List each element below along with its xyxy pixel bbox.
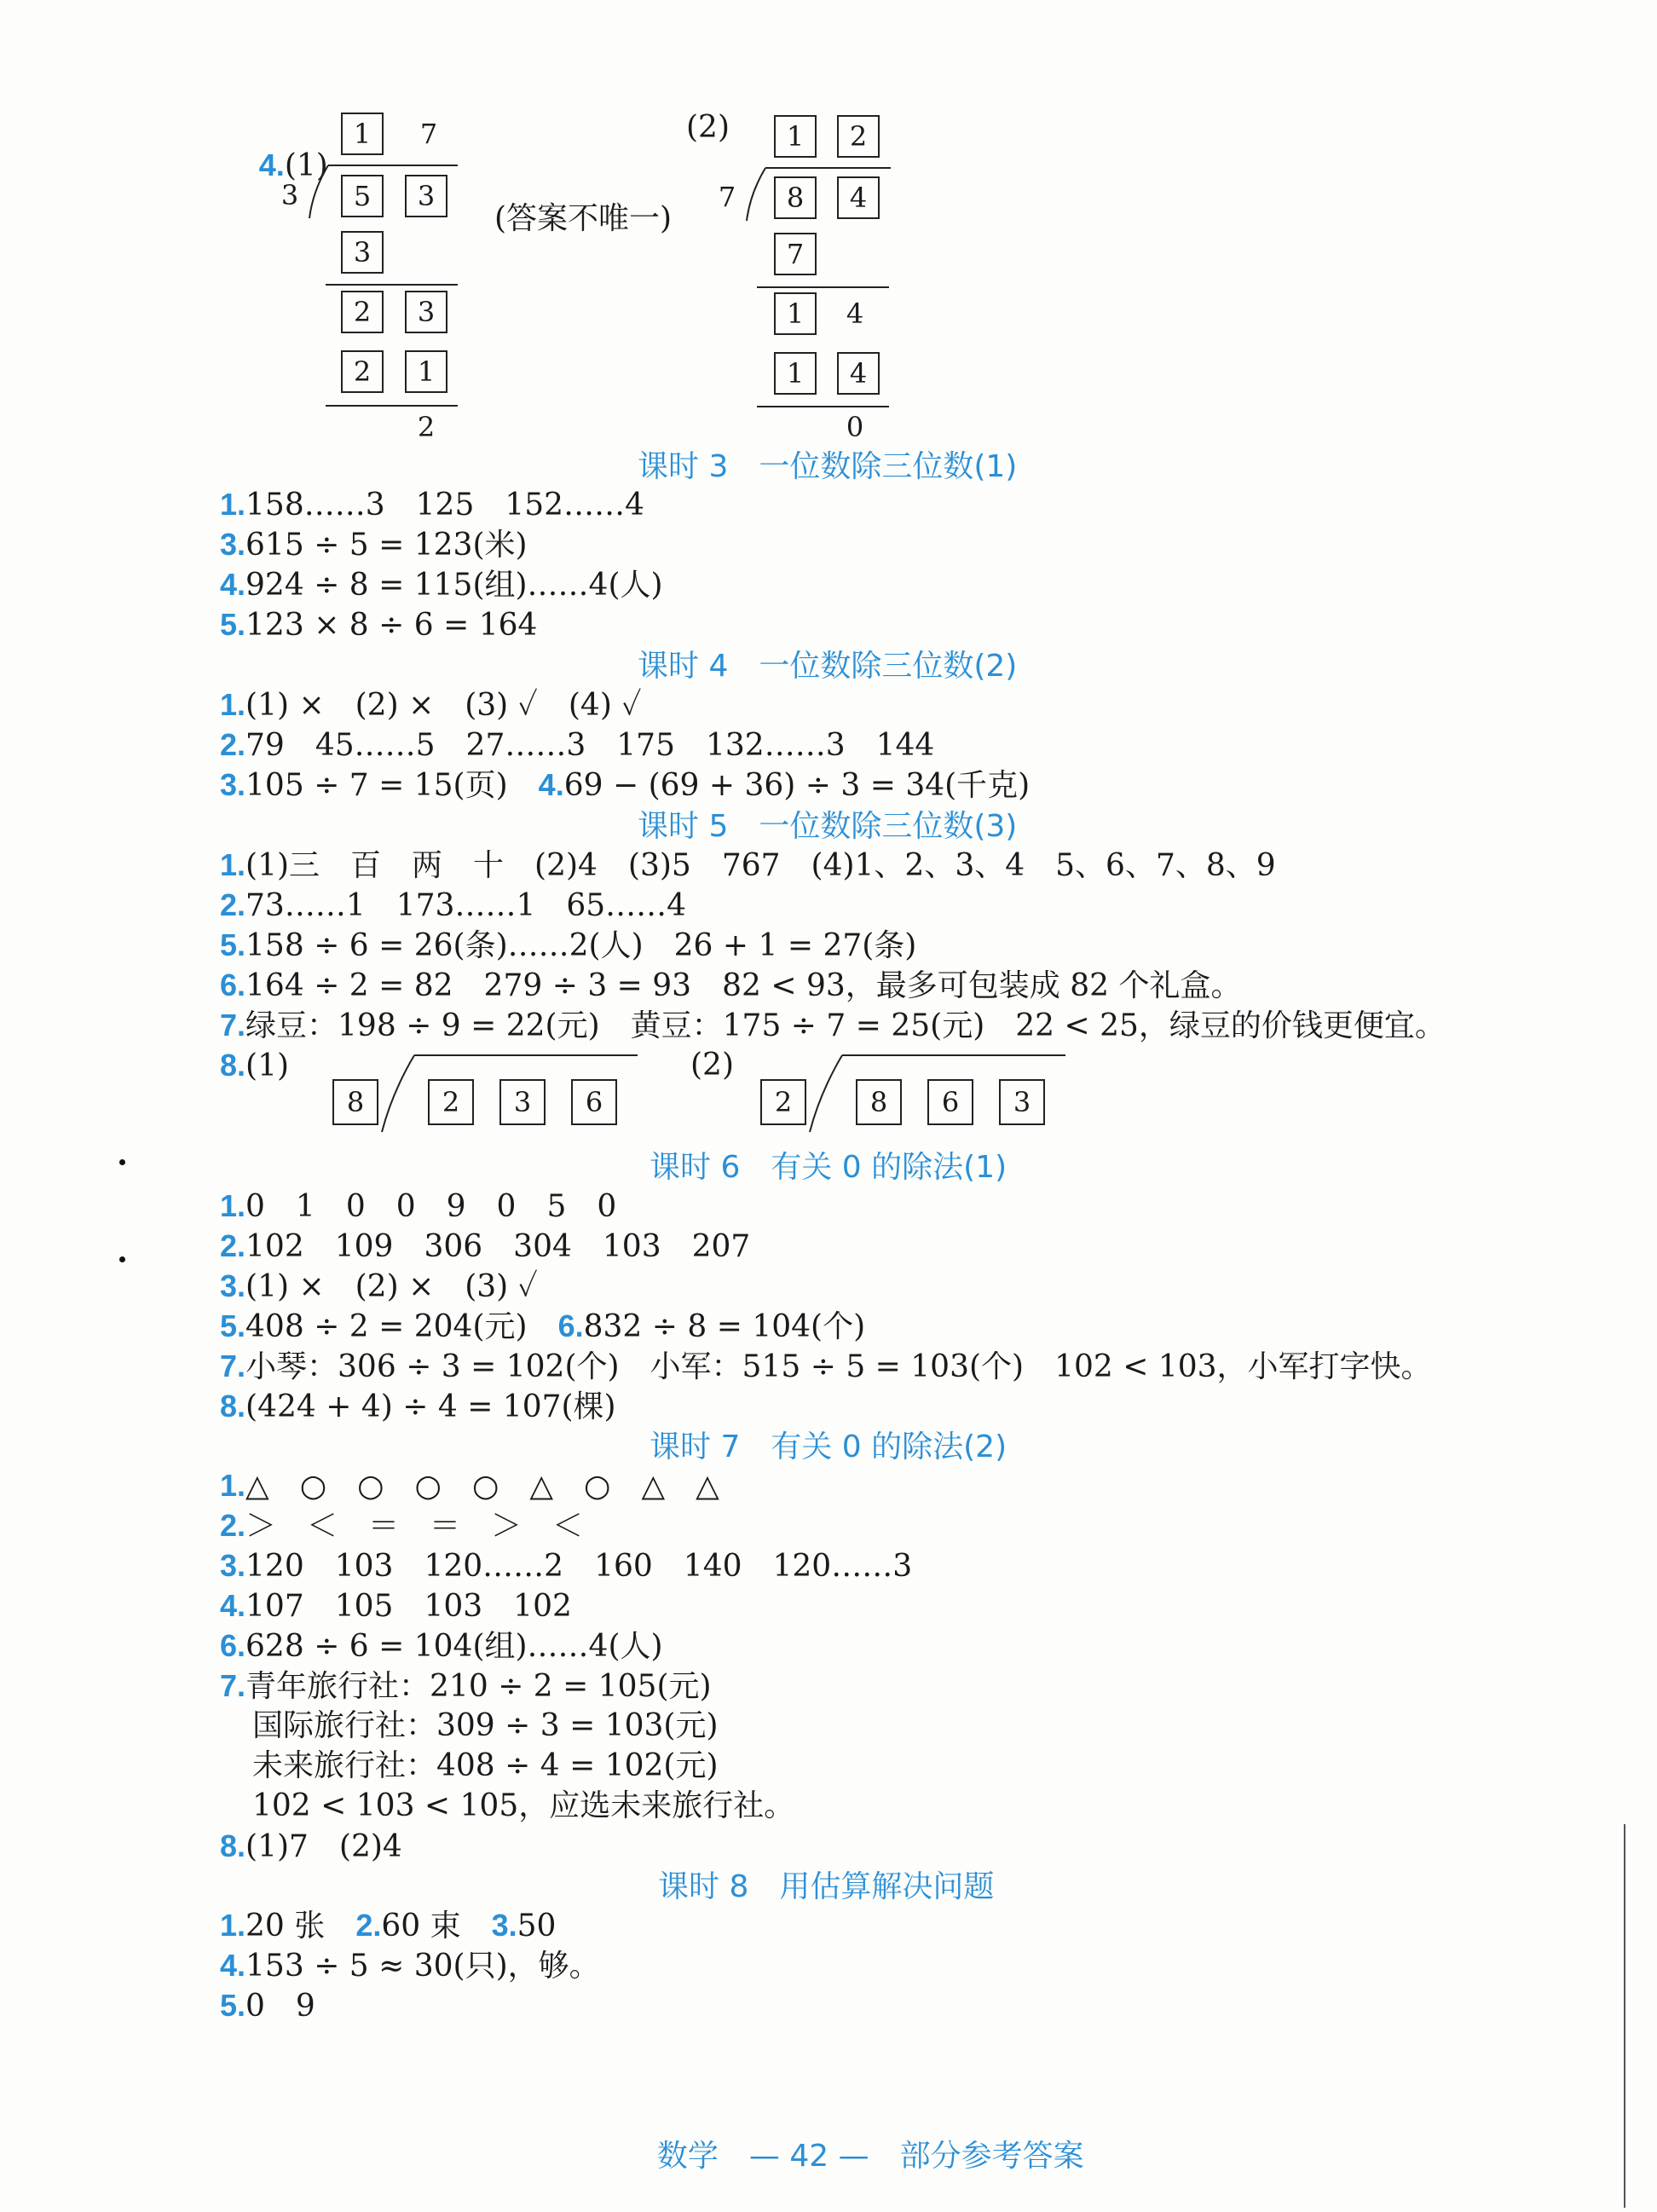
divisor-box: 2	[760, 1079, 806, 1125]
answer-line: 6.164 ÷ 2 = 82 279 ÷ 3 = 93 82 < 93，最多可包装成 82 个礼盒。	[220, 967, 1242, 1003]
section-heading: 课时 8 用估算解决问题	[658, 1869, 995, 1904]
dividend-digit-box: 8	[856, 1079, 902, 1125]
quotient-digit-box: 2	[837, 115, 880, 158]
dividend-digit-box: 3	[405, 175, 447, 217]
footer-label: 部分参考答案	[899, 2139, 1084, 2174]
dividend-digit-box: 6	[927, 1079, 973, 1125]
footer-subject: 数学	[656, 2139, 719, 2174]
answer-continuation: 未来旅行社：408 ÷ 4 = 102(元)	[252, 1748, 719, 1783]
answer-continuation: 国际旅行社：309 ÷ 3 = 103(元)	[252, 1708, 719, 1743]
answer-line: 3.105 ÷ 7 = 15(页) 4.69 − (69 + 36) ÷ 3 = 34(千克)	[220, 767, 1031, 803]
answer-line: 5.158 ÷ 6 = 26(条)……2(人) 26 + 1 = 27(条)	[220, 927, 917, 963]
answer-line: 5.0 9	[220, 1988, 315, 2024]
answer-line: 7.绿豆：198 ÷ 9 = 22(元) 黄豆：175 ÷ 7 = 25(元) 22 < 25，绿豆的价钱更便宜。	[220, 1008, 1446, 1043]
dividend-digit-box: 3	[499, 1079, 546, 1125]
section-heading: 课时 3 一位数除三位数(1)	[638, 449, 1018, 484]
page-footer	[638, 2097, 1084, 2175]
answer-line: 8.(424 + 4) ÷ 4 = 107(棵)	[220, 1389, 616, 1424]
answer-line: 3.120 103 120……2 160 140 120……3	[220, 1548, 913, 1584]
divider-line	[326, 284, 458, 286]
answer-continuation: 102 < 103 < 105，应选未来旅行社。	[252, 1788, 795, 1823]
quotient-digit-box: 1	[341, 113, 384, 155]
remainder-digit: 4	[846, 297, 864, 330]
question-number: 4.	[258, 147, 285, 182]
answer-line: 4.153 ÷ 5 ≈ 30(只)，够。	[220, 1948, 600, 1984]
product-digit-box: 4	[837, 352, 880, 395]
product-digit-box: 1	[405, 350, 447, 393]
answer-line: 3.615 ÷ 5 = 123(米)	[220, 527, 528, 563]
remainder-digit-box: 2	[341, 291, 384, 333]
remainder: 2	[417, 411, 436, 443]
section-heading: 课时 6 有关 0 的除法(1)	[650, 1150, 1007, 1185]
answer-line: 8.(1)7 (2)4	[220, 1828, 402, 1864]
product-digit-box: 7	[774, 233, 817, 275]
section-heading: 课时 4 一位数除三位数(2)	[638, 649, 1018, 684]
quotient-digit-box: 1	[774, 115, 817, 158]
answer-line: 7.青年旅行社：210 ÷ 2 = 105(元)	[220, 1668, 712, 1704]
dividend-digit-box: 8	[774, 176, 817, 219]
dividend-digit-box: 6	[571, 1079, 617, 1125]
answer-line: 1.(1)三 百 两 十 (2)4 (3)5 767 (4)1、2、3、4 5、6、7、8、9	[220, 847, 1276, 883]
remainder-digit-box: 3	[405, 291, 447, 333]
answer-line: 5.123 × 8 ÷ 6 = 164	[220, 607, 538, 643]
part-label: (2)	[690, 1048, 734, 1083]
divisor-box: 8	[332, 1079, 378, 1125]
page-edge-line	[1624, 1824, 1625, 2208]
part-label: (1)	[284, 148, 328, 183]
answer-line: 1.△ ○ ○ ○ ○ △ ○ △ △	[220, 1468, 719, 1504]
answer-line: 2.73……1 173……1 65……4	[220, 887, 687, 923]
answer-line: 2.＞ ＜ ＝ ＝ ＞ ＜	[220, 1508, 584, 1544]
answer-line: 2.79 45……5 27……3 175 132……3 144	[220, 727, 935, 763]
margin-dot	[119, 1159, 125, 1165]
divider-line	[757, 286, 889, 288]
section-heading: 课时 5 一位数除三位数(3)	[638, 809, 1018, 844]
product-digit-box: 3	[341, 231, 384, 274]
divisor: 3	[280, 179, 299, 211]
remainder-digit-box: 1	[774, 292, 817, 335]
answer-line: 1.158……3 125 152……4	[220, 487, 644, 523]
divisor: 7	[718, 181, 736, 213]
divider-line	[326, 405, 458, 407]
answer-line: 6.628 ÷ 6 = 104(组)……4(人)	[220, 1628, 663, 1664]
answer-line: 7.小琴：306 ÷ 3 = 102(个) 小军：515 ÷ 5 = 103(个) 102 < 103，小军打字快。	[220, 1349, 1432, 1384]
answer-line: 4.924 ÷ 8 = 115(组)……4(人)	[220, 567, 663, 603]
dividend-digit-box: 2	[428, 1079, 474, 1125]
dividend-digit-box: 3	[999, 1079, 1045, 1125]
quotient-digit: 7	[419, 118, 438, 150]
answer-line: 1.20 张 2.60 束 3.50	[220, 1908, 557, 1943]
answer-line: 1.(1) × (2) × (3) ✓ (4) ✓	[220, 687, 642, 723]
answer-line: 4.107 105 103 102	[220, 1588, 572, 1624]
page-number: — 42 —	[748, 2139, 869, 2174]
answer-line: 1.0 1 0 0 9 0 5 0	[220, 1188, 617, 1224]
margin-dot	[119, 1256, 125, 1262]
dividend-digit-box: 4	[837, 176, 880, 219]
dividend-digit-box: 5	[341, 175, 384, 217]
note-text: (答案不唯一)	[494, 201, 673, 236]
product-digit-box: 1	[774, 352, 817, 395]
answer-line: 5.408 ÷ 2 = 204(元) 6.832 ÷ 8 = 104(个)	[220, 1308, 866, 1344]
remainder: 0	[846, 411, 864, 443]
part-label: (2)	[686, 110, 730, 145]
section-heading: 课时 7 有关 0 的除法(2)	[650, 1429, 1007, 1464]
product-digit-box: 2	[341, 350, 384, 393]
answer-line: 3.(1) × (2) × (3) ✓	[220, 1268, 538, 1304]
answer-line: 2.102 109 306 304 103 207	[220, 1228, 751, 1264]
